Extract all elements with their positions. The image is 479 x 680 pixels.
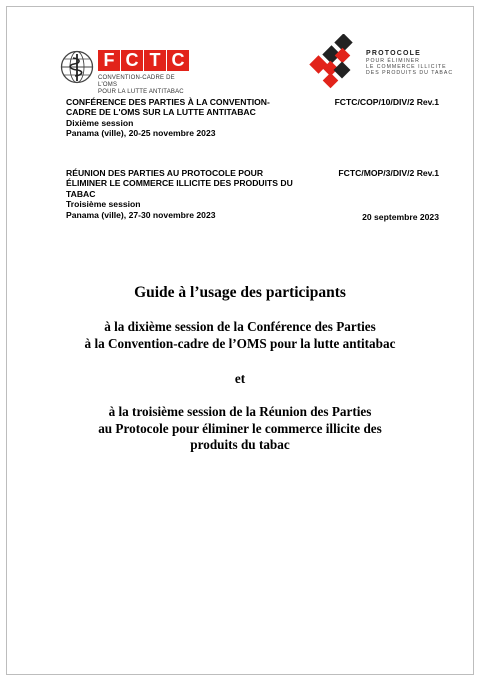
protocol-subtitle-line: DES PRODUITS DU TABAC — [366, 70, 454, 76]
subtitle-cop — [40, 319, 440, 352]
fctc-letter: F — [98, 50, 120, 71]
mop-title-line: TABAC — [66, 188, 96, 199]
fctc-logo — [98, 50, 194, 96]
who-emblem-icon — [60, 50, 94, 84]
protocol-subtitle-line: POUR ÉLIMINER — [366, 58, 420, 64]
protocol-logo-text — [366, 50, 466, 76]
fctc-letter: C — [121, 50, 143, 71]
mop-session-info — [66, 168, 326, 220]
fctc-letters — [98, 50, 194, 71]
protocol-title: PROTOCOLE — [366, 50, 422, 57]
protocol-subtitle-line: LE COMMERCE ILLICITE — [366, 64, 447, 70]
fctc-letter: T — [144, 50, 166, 71]
subtitle-line: au Protocole pour éliminer le commerce illicite des — [98, 420, 382, 436]
cop-session: Dixième session — [66, 117, 134, 128]
mop-place-dates: Panama (ville), 27-30 novembre 2023 — [66, 209, 216, 220]
cop-session-info — [66, 97, 311, 139]
mop-session: Troisième session — [66, 199, 141, 210]
mop-title-line: RÉUNION DES PARTIES AU PROTOCOLE POUR — [66, 168, 264, 178]
fctc-letter: C — [167, 50, 189, 71]
fctc-subtitle-line: CONVENTION-CADRE DE L'OMS — [98, 75, 175, 88]
fctc-subtitle-line: POUR LA LUTTE ANTITABAC — [98, 89, 184, 95]
subtitle-line: à la Convention-cadre de l’OMS pour la lutte antitabac — [84, 335, 396, 351]
cop-title-line: CONFÉRENCE DES PARTIES À LA CONVENTION- — [66, 97, 270, 107]
cop-title-line: CADRE DE L'OMS SUR LA LUTTE ANTITABAC — [66, 107, 256, 118]
subtitle-mop — [40, 404, 440, 454]
mop-title-line: ÉLIMINER LE COMMERCE ILLICITE DES PRODUITS DU — [66, 178, 293, 189]
document-date: 20 septembre 2023 — [362, 212, 439, 222]
protocol-diamond-logo-icon — [306, 34, 362, 90]
subtitle-line: à la troisième session de la Réunion des Parties — [108, 404, 372, 419]
mop-doc-code: FCTC/MOP/3/DIV/2 Rev.1 — [338, 168, 439, 178]
subtitle-conjunction: et — [234, 371, 246, 386]
cop-place-dates: Panama (ville), 20-25 novembre 2023 — [66, 128, 216, 139]
subtitle-line: à la dixième session de la Conférence des Parties — [104, 319, 376, 334]
subtitle-line: produits du tabac — [190, 437, 290, 452]
protocol-subtitle — [366, 58, 466, 76]
cop-doc-code: FCTC/COP/10/DIV/2 Rev.1 — [334, 97, 439, 107]
page-title: Guide à l’usage des participants — [134, 284, 346, 301]
fctc-subtitle — [98, 75, 194, 96]
